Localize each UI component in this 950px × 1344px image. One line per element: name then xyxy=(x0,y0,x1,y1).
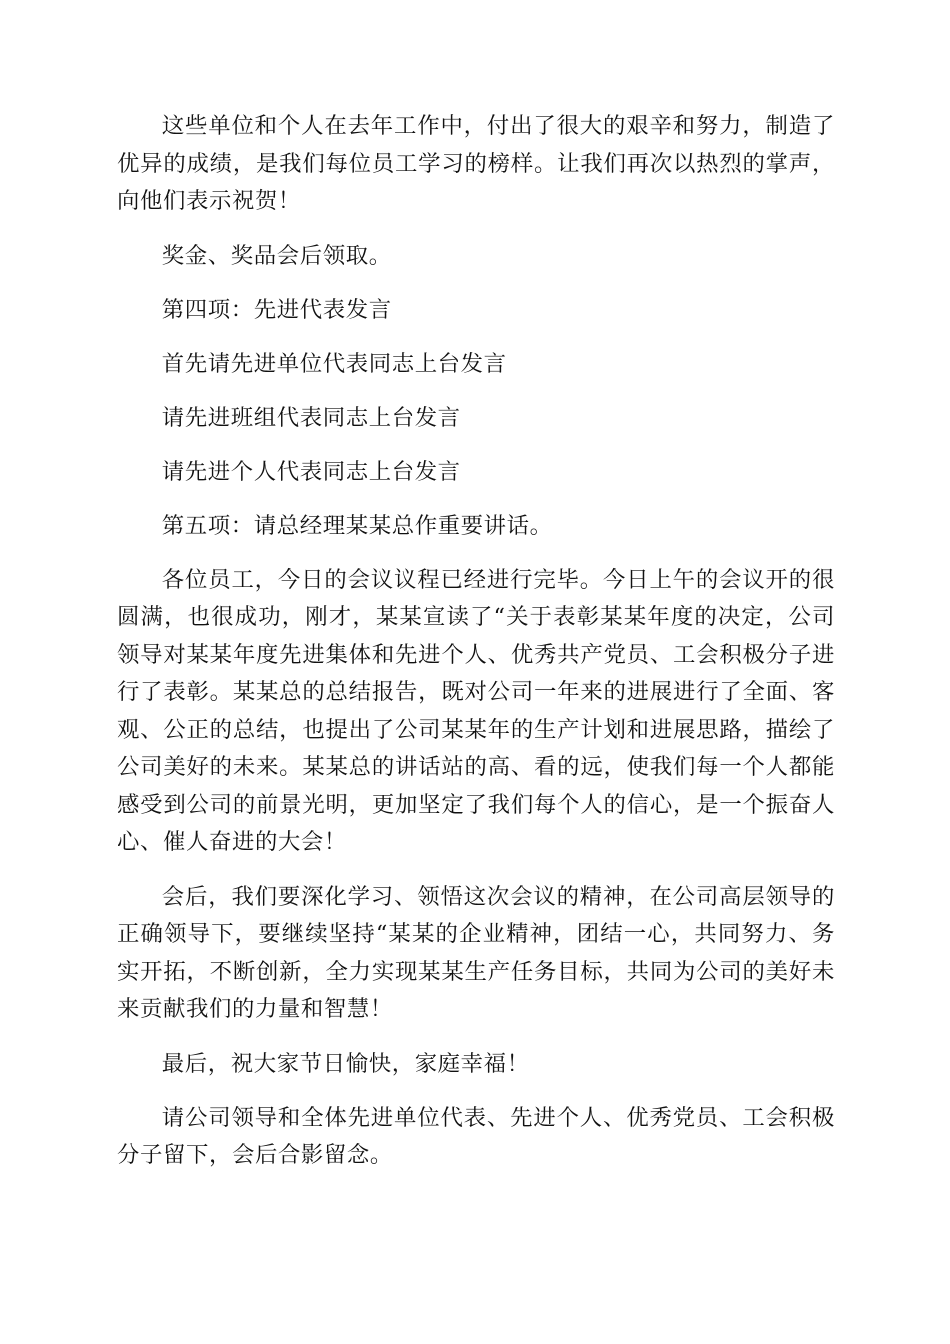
paragraph-item-five: 第五项：请总经理某某总作重要讲话。 xyxy=(161,512,553,539)
paragraph-summary: 各位员工，今日的会议议程已经进行完毕。今日上午的会议开的很圆满，也很成功，刚才，某某宣读了“关于表彰某某年度的决定，公司领导对某某年度先进集体和先进个人、优秀共产党员、工会积极分子进行了表彰。某某总的总结报告，既对公司一年来的进展进行了全面、客观、公正的总结，也提出了公司某某年的生产计划和进展思路，描绘了公司美好的未来。某某总的讲话站的高、看的远，使我们每一个人都能感受到公司的前景光明，更加坚定了我们每个人的信心，是一个振奋人心、催人奋进的大会！ xyxy=(117,566,835,855)
paragraph-individual-speech: 请先进个人代表同志上台发言 xyxy=(161,458,461,485)
paragraph-after-meeting: 会后，我们要深化学习、领悟这次会议的精神，在公司高层领导的正确领导下，要继续坚持“某某的企业精神，团结一心，共同努力、务实开拓，不断创新，全力实现某某生产任务目标，共同为公司的美好未来贡献我们的力量和智慧！ xyxy=(117,883,835,1022)
paragraph-group-photo: 请公司领导和全体先进单位代表、先进个人、优秀党员、工会积极分子留下，会后合影留念。 xyxy=(117,1104,835,1168)
paragraph-prizes: 奖金、奖品会后领取。 xyxy=(161,242,392,269)
paragraph-unit-speech: 首先请先进单位代表同志上台发言 xyxy=(161,350,507,377)
paragraph-item-four: 第四项：先进代表发言 xyxy=(161,296,392,323)
paragraph-wishes: 最后，祝大家节日愉快，家庭幸福！ xyxy=(161,1050,530,1077)
paragraph-team-speech: 请先进班组代表同志上台发言 xyxy=(161,404,461,431)
document-body xyxy=(117,108,835,1192)
paragraph-congratulations: 这些单位和个人在去年工作中，付出了很大的艰辛和努力，制造了优异的成绩，是我们每位员工学习的榜样。让我们再次以热烈的掌声，向他们表示祝贺！ xyxy=(117,113,835,214)
